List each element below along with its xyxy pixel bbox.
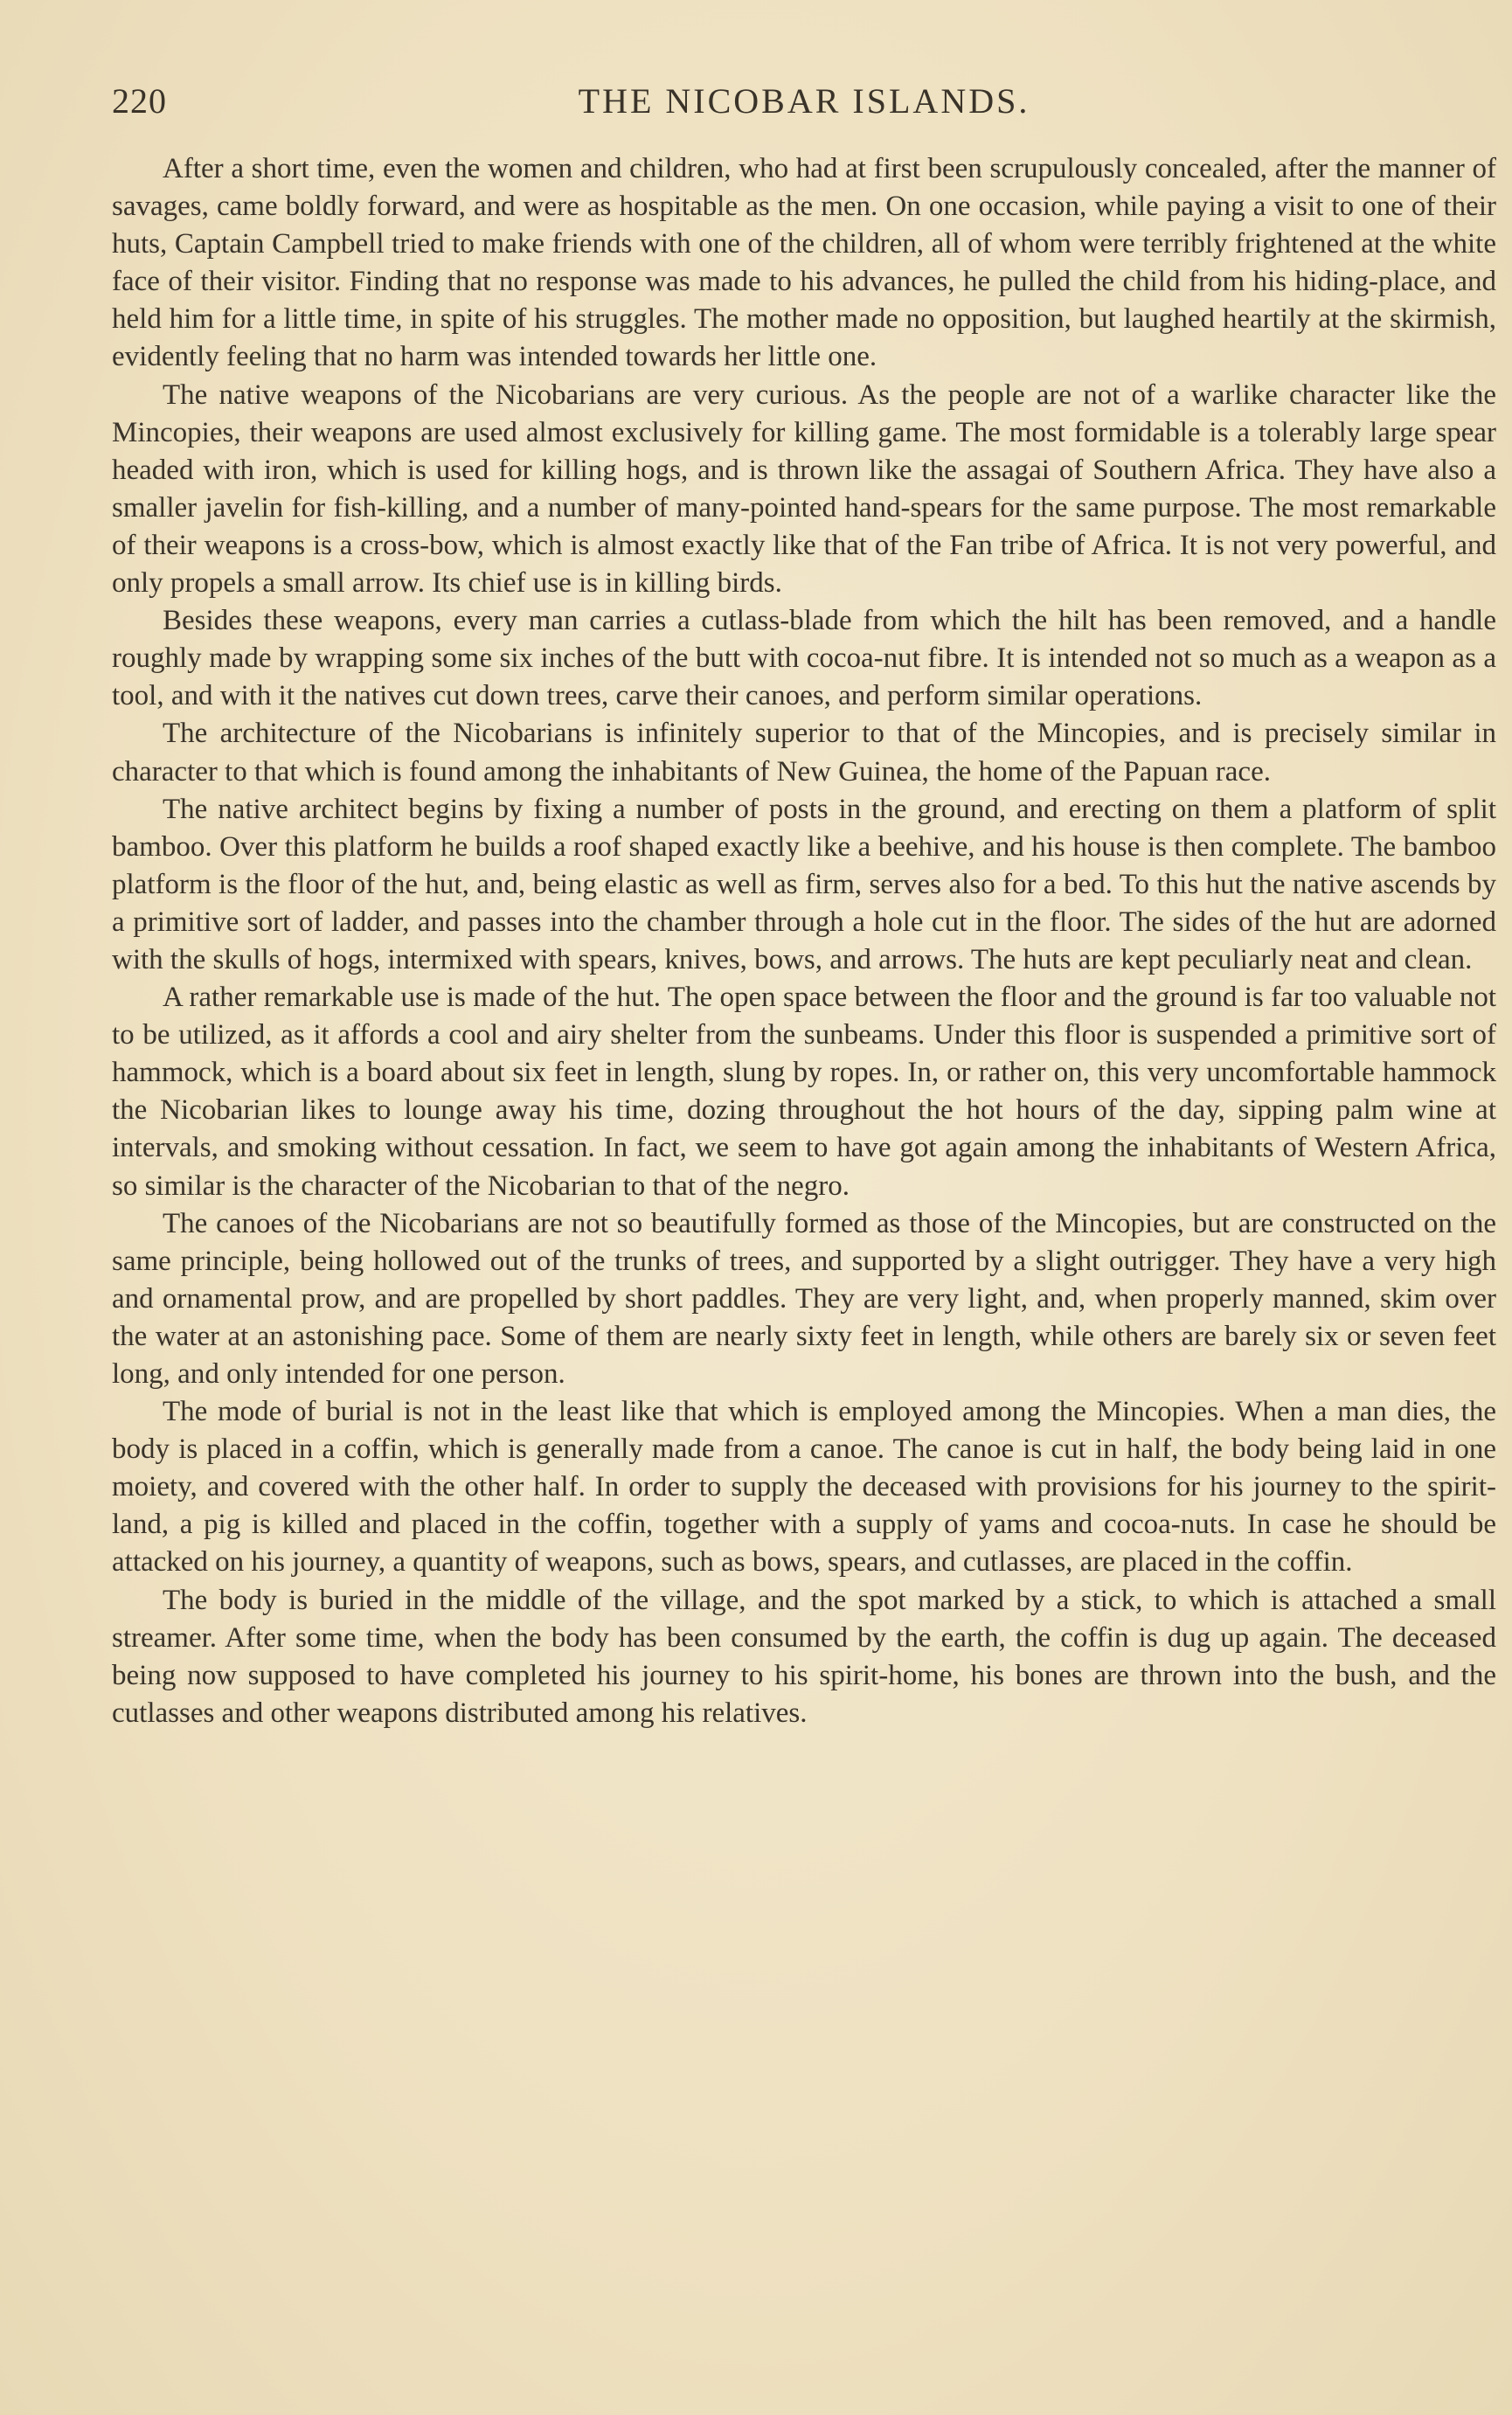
page-number: 220 — [112, 81, 167, 121]
paragraph-weapons: The native weapons of the Nicobarians are very curious. As the people are not of a warlike character like the Mincopies, their weapons are used almost exclusively for killing game. The most formidable is a tolerably large spear headed with iron, which is used for killing hogs, and is thrown like the assagai of Southern Africa. They have also a smaller javelin for fish-killing, and a number of many-pointed hand-spears for the same purpose. The most remarkable of their weapons is a cross-bow, which is almost exactly like that of the Fan tribe of Africa. It is not very powerful, and only propels a small arrow. Its chief use is in killing birds. — [112, 378, 1496, 600]
paragraph-canoes: The canoes of the Nicobarians are not so beautifully formed as those of the Mincopies, but are constructed on the same principle, being hollowed out of the trunks of trees, and supported by a slight outrigger. They have a very high and ornamental prow, and are propelled by short paddles. They are very light, and, when properly manned, skim over the water at an astonishing pace. Some of them are nearly sixty feet in length, while others are barely six or seven feet long, and only intended for one person. — [112, 1207, 1496, 1390]
paragraph-women-children: After a short time, even the women and children, who had at first been scrupulously concealed, after the manner of savages, came boldly forward, and were as hospitable as the men. On one occasion, while paying a visit to one of their huts, Captain Campbell tried to make friends with one of the children, all of whom were terribly frightened at the white face of their visitor. Finding that no response was made to his advances, he pulled the child from his hiding-place, and held him for a little time, in spite of his struggles. The mother made no opposition, but laughed heartily at the skirmish, evidently feeling that no harm was intended towards her little one. — [112, 153, 1496, 373]
page-header — [112, 80, 1496, 124]
paragraph-burial: The mode of burial is not in the least like that which is employed among the Mincopies. When a man dies, the body is placed in a coffin, which is generally made from a canoe. The canoe is cut in half, the body being laid in one moiety, and covered with the other half. In order to supply the deceased with provisions for his journey to the spirit-land, a pig is killed and placed in the coffin, together with a supply of yams and cocoa-nuts. In case he should be attacked on his journey, a quantity of weapons, such as bows, spears, and cutlasses, are placed in the coffin. — [112, 1396, 1496, 1579]
paragraph-cutlass: Besides these weapons, every man carries a cutlass-blade from which the hilt has been removed, and a handle roughly made by wrapping some six inches of the butt with cocoa-nut fibre. It is intended not so much as a weapon as a tool, and with it the natives cut down trees, carve their canoes, and perform similar operations. — [112, 605, 1496, 712]
paragraph-village-burial: The body is buried in the middle of the village, and the spot marked by a stick, to which is attached a small streamer. After some time, when the body has been consumed by the earth, the coffin is dug up again. The deceased being now supposed to have completed his journey to his spirit-home, his bones are thrown into the bush, and the cutlasses and other weapons distributed among his relatives. — [112, 1584, 1496, 1729]
body-text — [112, 150, 1496, 1732]
paragraph-architecture: The architecture of the Nicobarians is infinitely superior to that of the Mincopies, and is precisely similar in character to that which is found among the inhabitants of New Guinea, the home of the Papuan race. — [112, 718, 1496, 788]
paragraph-native-architect: The native architect begins by fixing a number of posts in the ground, and erecting on them a platform of split bamboo. Over this platform he builds a roof shaped exactly like a beehive, and his house is then complete. The bamboo platform is the floor of the hut, and, being elastic as well as firm, serves also for a bed. To this hut the native ascends by a primitive sort of ladder, and passes into the chamber through a hole cut in the floor. The sides of the hut are adorned with the skulls of hogs, intermixed with spears, knives, bows, and arrows. The huts are kept peculiarly neat and clean. — [112, 793, 1496, 975]
paragraph-hammock: A rather remarkable use is made of the hut. The open space between the floor and the ground is far too valuable not to be utilized, as it affords a cool and airy shelter from the sunbeams. Under this floor is suspended a primitive sort of hammock, which is a board about six feet in length, slung by ropes. In, or rather on, this very uncomfortable hammock the Nicobarian likes to lounge away his time, dozing throughout the hot hours of the day, sipping palm wine at intervals, and smoking without cessation. In fact, we seem to have got again among the inhabitants of Western Africa, so similar is the character of the Nicobarian to that of the negro. — [112, 982, 1496, 1202]
running-head: THE NICOBAR ISLANDS. — [578, 81, 1030, 121]
